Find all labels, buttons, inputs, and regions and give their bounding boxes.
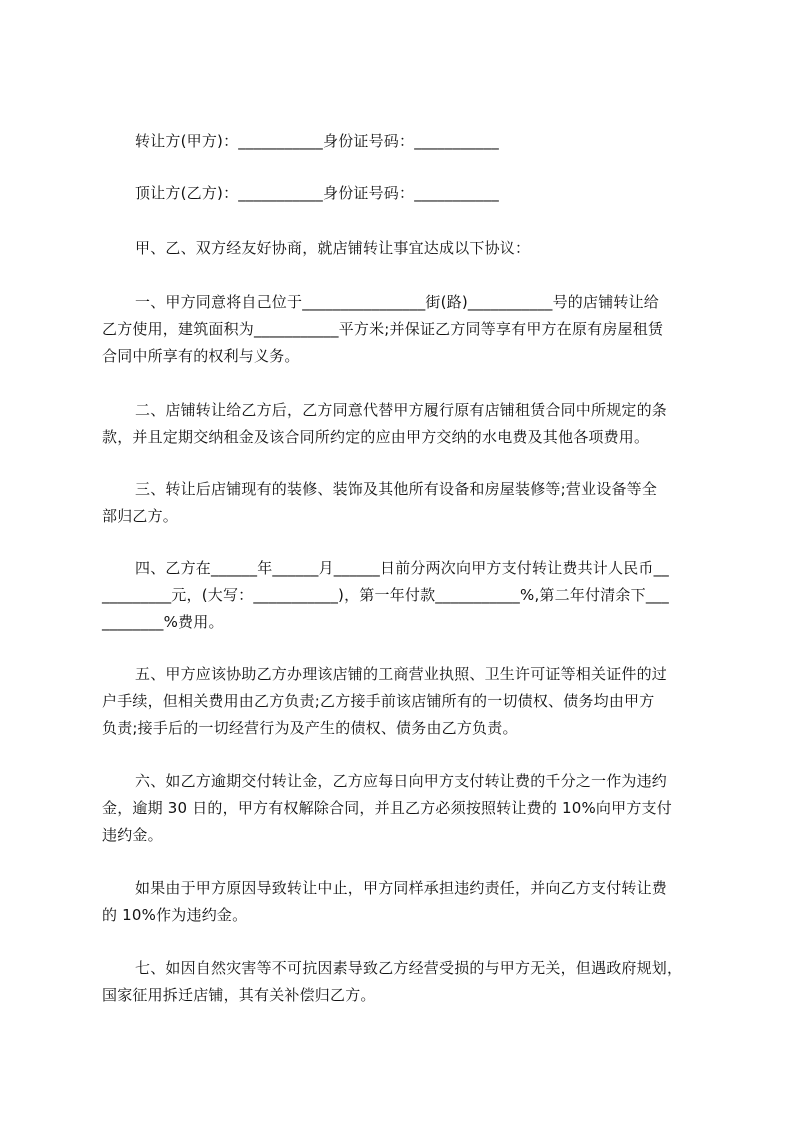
- clause-6-supplement: [102, 875, 702, 929]
- clause-1-line-3: 合同中所享有的权利与义务。: [102, 347, 300, 365]
- clause-1: [102, 289, 702, 370]
- clause-1-line-2: 乙方使用，建筑面积为___________平方米;并保证乙方同等享有甲方在原有房屋租赁: [102, 320, 664, 338]
- intro-text: 甲、乙、双方经友好协商，就店铺转让事宜达成以下协议：: [135, 239, 531, 257]
- clause-4-line-2: _________元，(大写：___________)，第一年付款___________%,第二年付清余下___: [102, 586, 669, 604]
- clause-2-line-1: 二、店铺转让给乙方后，乙方同意代替甲方履行原有店铺租赁合同中所规定的条: [135, 401, 668, 419]
- clause-6-supplement-line-2: 的 10%作为违约金。: [102, 906, 248, 924]
- clause-6-line-2: 金，逾期 30 日的，甲方有权解除合同，并且乙方必须按照转让费的 10%向甲方支付: [102, 799, 672, 817]
- clause-4: [102, 555, 702, 636]
- clause-5-line-1: 五、甲方应该协助乙方办理该店铺的工商营业执照、卫生许可证等相关证件的过: [135, 665, 668, 683]
- clause-6-line-3: 违约金。: [102, 826, 163, 844]
- clause-2: [102, 397, 702, 451]
- clause-7: [102, 955, 702, 1009]
- clause-3-line-1: 三、转让后店铺现有的装修、装饰及其他所有设备和房屋装修等;营业设备等全: [135, 480, 658, 498]
- transferor-line: [102, 128, 702, 155]
- clause-7-line-2: 国家征用拆迁店铺，其有关补偿归乙方。: [102, 986, 376, 1004]
- clause-2-line-2: 款，并且定期交纳租金及该合同所约定的应由甲方交纳的水电费及其他各项费用。: [102, 428, 650, 446]
- clause-7-line-1: 七、如因自然灾害等不可抗因素导致乙方经营受损的与甲方无关，但遇政府规划，: [135, 959, 683, 977]
- clause-3: [102, 476, 702, 530]
- clause-5-line-3: 负责;接手后的一切经营行为及产生的债权、债务由乙方负责。: [102, 719, 518, 737]
- clause-6-line-1: 六、如乙方逾期交付转让金，乙方应每日向甲方支付转让费的千分之一作为违约: [135, 772, 668, 790]
- transferee-line: [102, 180, 702, 207]
- clause-4-line-1: 四、乙方在______年______月______日前分两次向甲方支付转让费共计人民币__: [135, 559, 670, 577]
- clause-3-line-2: 部归乙方。: [102, 507, 179, 525]
- clause-5-line-2: 户手续，但相关费用由乙方负责;乙方接手前该店铺所有的一切债权、债务均由甲方: [102, 692, 655, 710]
- clause-6: [102, 768, 702, 849]
- transferee-text: 顶让方(乙方)：___________身份证号码：___________: [135, 184, 499, 202]
- clause-1-line-1: 一、甲方同意将自己位于________________街(路)___________号的店铺转让给: [135, 293, 660, 311]
- clause-4-line-3: ________%费用。: [102, 613, 224, 631]
- clause-6-supplement-line-1: 如果由于甲方原因导致转让中止，甲方同样承担违约责任，并向乙方支付转让费: [135, 879, 668, 897]
- clause-5: [102, 661, 702, 742]
- transferor-text: 转让方(甲方)：___________身份证号码：___________: [135, 132, 499, 150]
- intro-paragraph: [102, 235, 702, 262]
